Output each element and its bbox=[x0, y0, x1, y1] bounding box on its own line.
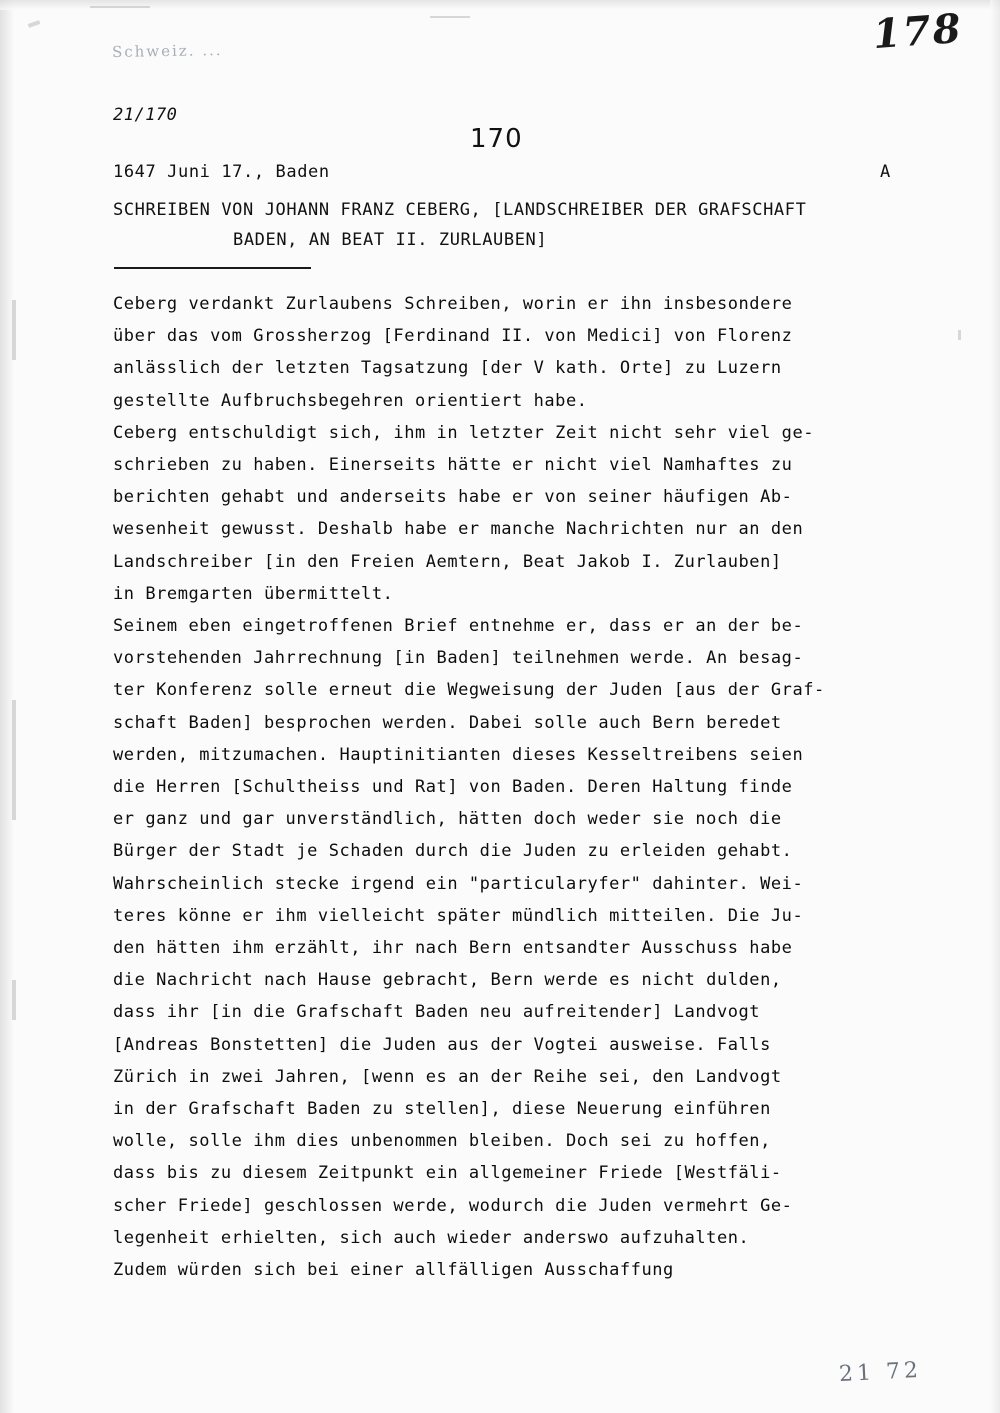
scan-speck bbox=[958, 330, 961, 340]
scan-speck bbox=[430, 16, 470, 18]
document-id: 21/170 bbox=[113, 105, 178, 125]
scan-speck bbox=[12, 300, 16, 360]
scan-edge-right bbox=[990, 0, 1000, 1413]
scan-speck bbox=[28, 20, 41, 28]
document-body: Ceberg verdankt Zurlaubens Schreiben, worin er ihn insbesondere über das vom Grossherzog [Ferdinand II. von Medici] von Florenz anlässlich der letzten Tagsatzung [der V kath. Orte] zu Luzern gestellte Aufbruchsbegehren orientiert habe. Ceberg entschuldigt sich, ihm in letzter Zeit nicht sehr viel ge- schrieben zu haben. Einerseits hätte er nicht viel Namhaftes zu berichten gehabt und anderseits habe er von seiner häufigen Ab- wesenheit gewusst. Deshalb habe er manche Nachrichten nur an den Landschreiber [in den Freien Aemtern, Beat Jakob I. Zurlauben] in Bremgarten übermittelt. Seinem eben eingetroffenen Brief entnehme er, dass er an der be- vorstehenden Jahrrechnung [in Baden] teilnehmen werde. An besag- ter Konferenz solle erneut die Wegweisung der Juden [aus der Graf- schaft Baden] besprochen werden. Dabei solle auch Bern beredet werden, mitzumachen. Hauptinitianten dieses Kesseltreibens seien die Herren [Schultheiss und Rat] von Baden. Deren Haltung finde er ganz und gar unverständlich, hätten doch weder sie noch die Bürger der Stadt je Schaden durch die Juden zu erleiden gehabt. Wahrscheinlich stecke irgend ein "particularyfer" dahinter. Wei- teres könne er ihm vielleicht später mündlich mitteilen. Die Ju- den hätten ihm erzählt, ihr nach Bern entsandter Ausschuss habe die Nachricht nach Hause gebracht, Bern werde es nicht dulden, dass ihr [in die Grafschaft Baden neu aufreitender] Landvogt [Andreas Bonstetten] die Juden aus der Vogtei ausweise. Falls Zürich in zwei Jahren, [wenn es an der Reihe sei, den Landvogt in der Grafschaft Baden zu stellen], diese Neuerung einführen wolle, solle ihm dies unbenommen bleiben. Doch sei zu hoffen, dass bis zu diesem Zeitpunkt ein allgemeiner Friede [Westfäli- scher Friede] geschlossen werde, wodurch die Juden vermehrt Ge- legenheit erhielten, sich auch wieder anderswo aufzuhalten. Zudem würden sich bei einer allfälligen Ausschaffung bbox=[113, 294, 825, 1281]
document-title-line-2: BADEN, AN BEAT II. ZURLAUBEN] bbox=[233, 230, 548, 250]
scan-edge-top bbox=[0, 0, 1000, 10]
scan-speck bbox=[12, 980, 16, 1020]
handwritten-page-number: 178 bbox=[870, 4, 964, 59]
handwritten-archive-stamp: Schweiz. ... bbox=[111, 41, 223, 61]
title-divider bbox=[114, 267, 311, 269]
document-title-line-1: SCHREIBEN VON JOHANN FRANZ CEBERG, [LANDSCHREIBER DER GRAFSCHAFT bbox=[113, 200, 807, 220]
archive-mark: A bbox=[880, 162, 891, 182]
handwritten-footer-note: 21 72 bbox=[838, 1357, 923, 1388]
document-title bbox=[113, 195, 913, 255]
document-number: 170 bbox=[470, 124, 523, 154]
document-date-place: 1647 Juni 17., Baden bbox=[113, 162, 330, 182]
scan-speck bbox=[12, 700, 16, 820]
scan-speck bbox=[90, 6, 150, 8]
